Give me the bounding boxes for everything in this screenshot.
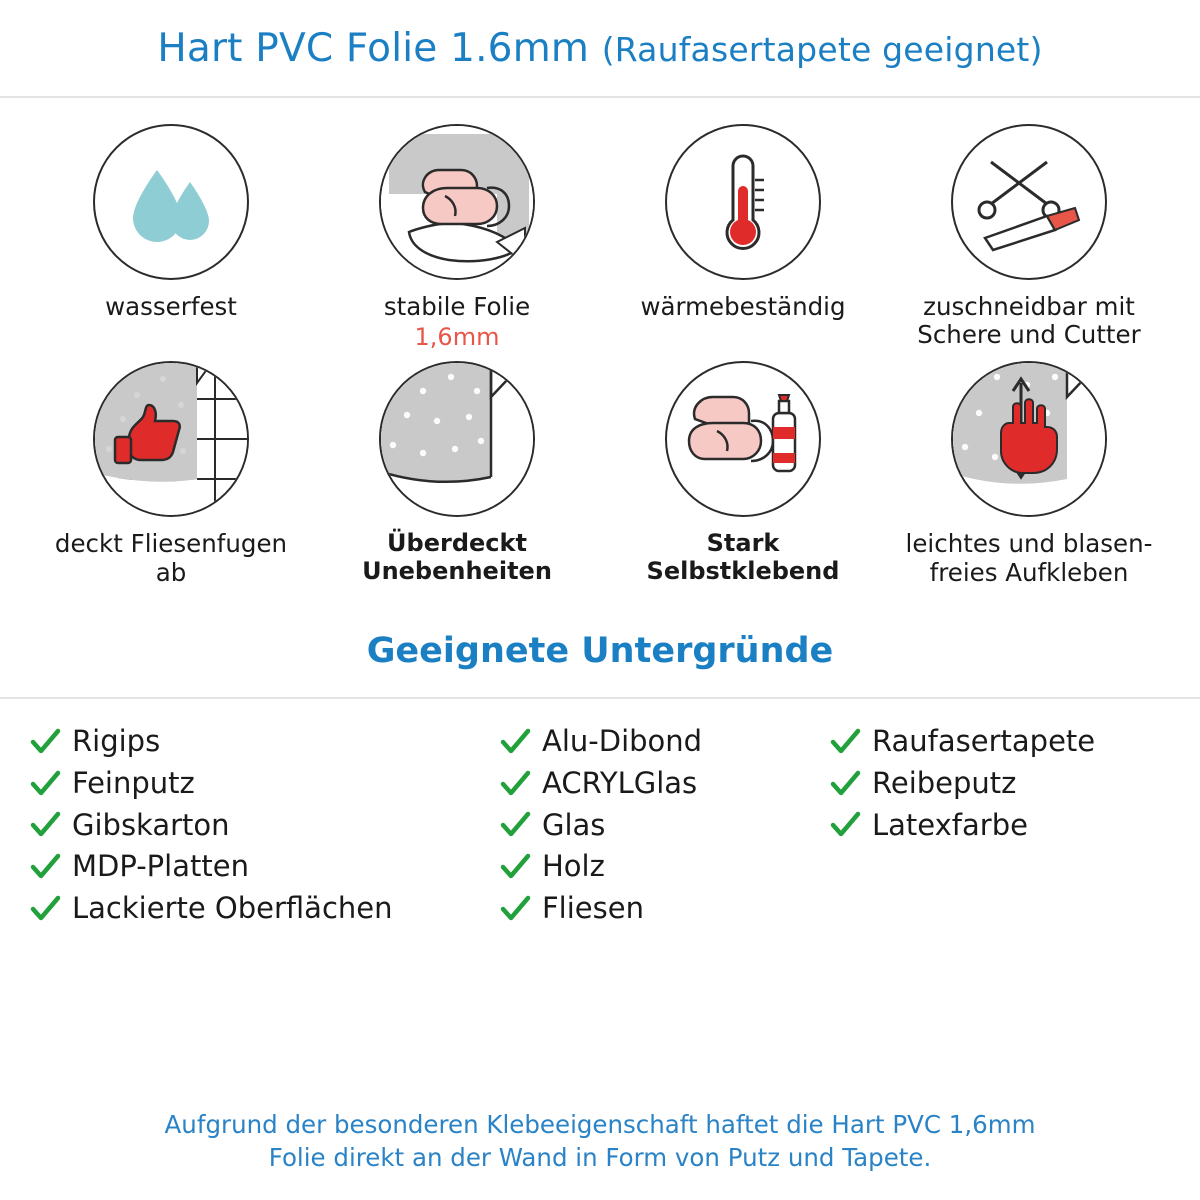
list-item-label: Gibskarton: [72, 807, 230, 842]
check-icon: [30, 852, 60, 882]
feature-label: leichtes und blasen- freies Aufkleben: [905, 529, 1153, 587]
feature-waterproof: [28, 124, 314, 351]
feature-label: deckt Fliesenfugen ab: [54, 529, 288, 587]
feature-label: stabile Folie: [383, 292, 531, 321]
page-title-sub: (Raufasertapete geeignet): [601, 29, 1043, 69]
footer-note: [0, 1108, 1200, 1174]
feature-label: Überdeckt Unebenheiten: [362, 529, 552, 586]
strong-arm-foil-icon: [379, 124, 535, 280]
feature-stable-foil: [314, 124, 600, 351]
check-icon: [500, 894, 530, 924]
list-item: [830, 723, 1170, 761]
check-icon: [830, 810, 860, 840]
section-header: [0, 631, 1200, 699]
feature-bubble-free: [886, 361, 1172, 587]
list-item: [500, 807, 830, 845]
check-icon: [30, 727, 60, 757]
list-item-label: Feinputz: [72, 765, 195, 800]
list-item: [500, 765, 830, 803]
list-item-label: Latexfarbe: [872, 807, 1028, 842]
list-item-label: Rigips: [72, 724, 161, 759]
check-icon: [500, 727, 530, 757]
check-icon: [500, 810, 530, 840]
feature-icon-circle: [951, 124, 1107, 280]
list-item: [30, 848, 500, 886]
water-drops-icon: [93, 124, 249, 280]
check-icon: [30, 810, 60, 840]
list-item-label: Lackierte Oberflächen: [72, 890, 393, 925]
feature-icon-circle: [93, 361, 249, 517]
footer-note-line1: Aufgrund der besonderen Klebeeigenschaft haftet die Hart PVC 1,6mm: [164, 1109, 1036, 1139]
list-item: [500, 890, 830, 928]
feature-label: Stark Selbstklebend: [646, 529, 840, 586]
substrates-column-1: [30, 723, 500, 927]
check-icon: [830, 769, 860, 799]
list-item-label: Fliesen: [542, 890, 644, 925]
check-icon: [30, 769, 60, 799]
list-item: [830, 807, 1170, 845]
feature-icon-circle: [379, 124, 535, 280]
feature-label: wärmebeständig: [640, 292, 846, 321]
substrates-list: [0, 699, 1200, 927]
list-item-label: Reibeputz: [872, 765, 1017, 800]
check-icon: [830, 727, 860, 757]
list-item: [500, 848, 830, 886]
check-icon: [500, 769, 530, 799]
header: [0, 0, 1200, 98]
list-item-label: Holz: [542, 849, 605, 884]
list-item: [30, 890, 500, 928]
list-item: [830, 765, 1170, 803]
feature-covers-unevenness: [314, 361, 600, 587]
list-item-label: Glas: [542, 807, 606, 842]
substrates-column-3: [830, 723, 1170, 927]
section-title: Geeignete Untergründe: [366, 631, 834, 672]
list-item-label: MDP-Platten: [72, 849, 249, 884]
thumbs-up-tiles-icon: [93, 361, 249, 517]
feature-label: wasserfest: [105, 292, 237, 321]
feature-grid: [0, 98, 1200, 587]
feature-cuttable: [886, 124, 1172, 351]
feature-icon-circle: [665, 124, 821, 280]
arm-glue-icon: [665, 361, 821, 517]
page-title-main: Hart PVC Folie 1.6mm: [157, 25, 590, 71]
feature-strong-adhesive: [600, 361, 886, 587]
list-item: [30, 807, 500, 845]
feature-label: zuschneidbar mit Schere und Cutter: [917, 292, 1141, 350]
thermometer-icon: [665, 124, 821, 280]
page-title: [157, 26, 1042, 71]
feature-icon-circle: [665, 361, 821, 517]
feature-covers-grout: [28, 361, 314, 587]
list-item: [30, 723, 500, 761]
list-item: [500, 723, 830, 761]
substrates-column-2: [500, 723, 830, 927]
check-icon: [500, 852, 530, 882]
feature-icon-circle: [379, 361, 535, 517]
feature-icon-circle: [93, 124, 249, 280]
list-item-label: ACRYLGlas: [542, 765, 698, 800]
feature-heat-resistant: [600, 124, 886, 351]
feature-sublabel: 1,6mm: [414, 323, 500, 352]
scissors-cutter-icon: [951, 124, 1107, 280]
list-item-label: Alu-Dibond: [542, 724, 703, 759]
hand-smooth-icon: [951, 361, 1107, 517]
list-item: [30, 765, 500, 803]
list-item-label: Raufasertapete: [872, 724, 1096, 759]
check-icon: [30, 894, 60, 924]
feature-icon-circle: [951, 361, 1107, 517]
footer-note-line2: Folie direkt an der Wand in Form von Putz und Tapete.: [268, 1142, 932, 1172]
foil-peel-icon: [379, 361, 535, 517]
